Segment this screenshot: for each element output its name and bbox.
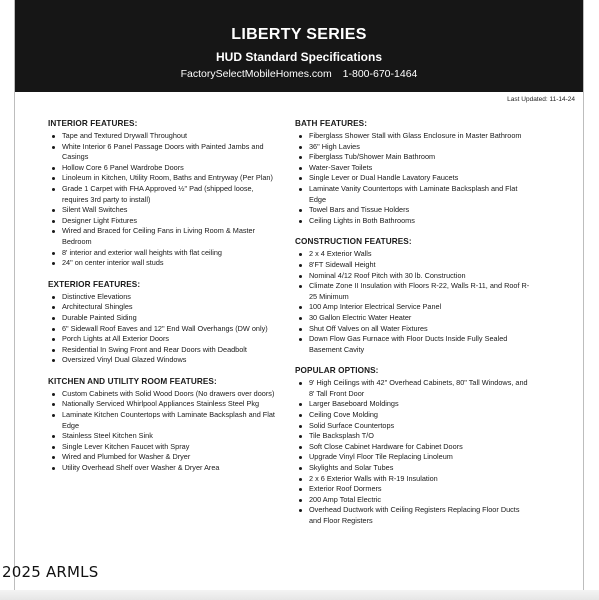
section-heading: CONSTRUCTION FEATURES: <box>295 237 412 247</box>
feature-item: Nominal 4/12 Roof Pitch with 30 lb. Construction <box>295 271 531 282</box>
website-link[interactable]: FactorySelectMobileHomes.com <box>180 68 332 80</box>
feature-item: Fiberglass Tub/Shower Main Bathroom <box>295 152 531 163</box>
feature-item: 24" on center interior wall studs <box>48 258 276 269</box>
feature-item: Durable Painted Siding <box>48 313 276 324</box>
feature-item: Nationally Serviced Whirlpool Appliances Stainless Steel Pkg <box>48 399 276 410</box>
feature-item: 100 Amp Interior Electrical Service Panel <box>295 302 531 313</box>
feature-item: 8' interior and exterior wall heights with flat ceiling <box>48 248 276 259</box>
feature-item: Single Lever Kitchen Faucet with Spray <box>48 442 276 453</box>
feature-item: Ceiling Cove Molding <box>295 410 531 421</box>
feature-item: Larger Baseboard Moldings <box>295 399 531 410</box>
phone-number[interactable]: 1-800-670-1464 <box>342 68 418 80</box>
feature-item: 2 x 4 Exterior Walls <box>295 249 531 260</box>
feature-item: Fiberglass Shower Stall with Glass Enclosure in Master Bathroom <box>295 131 531 142</box>
section-kitchen-and-utility-room-features <box>48 377 276 474</box>
feature-item: Custom Cabinets with Solid Wood Doors (No drawers over doors) <box>48 389 276 400</box>
feature-item: Soft Close Cabinet Hardware for Cabinet Doors <box>295 442 531 453</box>
section-heading: INTERIOR FEATURES: <box>48 119 138 128</box>
page-bottom-edge <box>0 590 599 600</box>
feature-list <box>295 378 531 526</box>
feature-item: Oversized Vinyl Dual Glazed Windows <box>48 355 276 366</box>
feature-item: 6" Sidewall Roof Eaves and 12" End Wall Overhangs (DW only) <box>48 324 276 335</box>
feature-item: Skylights and Solar Tubes <box>295 463 531 474</box>
feature-item: Upgrade Vinyl Floor Tile Replacing Linoleum <box>295 452 531 463</box>
feature-list <box>48 292 276 366</box>
page-title: LIBERTY SERIES <box>231 26 367 43</box>
contact-line <box>15 68 583 80</box>
feature-list <box>295 131 531 226</box>
feature-item: Ceiling Lights in Both Bathrooms <box>295 216 531 227</box>
left-column <box>48 119 276 485</box>
section-construction-features <box>295 237 531 355</box>
section-heading: KITCHEN AND UTILITY ROOM FEATURES: <box>48 376 217 386</box>
feature-item: Porch Lights at All Exterior Doors <box>48 334 276 345</box>
section-interior-features <box>48 119 276 269</box>
feature-item: Stainless Steel Kitchen Sink <box>48 431 276 442</box>
feature-item: Grade 1 Carpet with FHA Approved ½" Pad (shipped loose, requires 3rd party to install) <box>48 184 276 205</box>
feature-item: Water-Saver Toilets <box>295 163 531 174</box>
feature-item: White Interior 6 Panel Passage Doors with Painted Jambs and Casings <box>48 142 276 163</box>
feature-item: Tile Backsplash T/O <box>295 431 531 442</box>
feature-item: Single Lever or Dual Handle Lavatory Faucets <box>295 173 531 184</box>
feature-list <box>48 389 276 474</box>
feature-list <box>48 131 276 269</box>
feature-item: Wired and Plumbed for Washer & Dryer <box>48 452 276 463</box>
feature-item: Hollow Core 6 Panel Wardrobe Doors <box>48 163 276 174</box>
feature-item: 2 x 6 Exterior Walls with R-19 Insulation <box>295 474 531 485</box>
section-heading: BATH FEATURES: <box>295 119 368 128</box>
feature-item: Silent Wall Switches <box>48 205 276 216</box>
feature-item: 9' High Ceilings with 42" Overhead Cabinets, 80" Tall Windows, and 8' Tall Front Door <box>295 378 531 399</box>
feature-item: Exterior Roof Dormers <box>295 484 531 495</box>
feature-item: Architectural Shingles <box>48 302 276 313</box>
feature-item: Down Flow Gas Furnace with Floor Ducts Inside Fully Sealed Basement Cavity <box>295 334 531 355</box>
feature-list <box>295 249 531 355</box>
last-updated-label: Last Updated: 11-14-24 <box>507 96 575 103</box>
feature-item: Overhead Ductwork with Ceiling Registers Replacing Floor Ducts and Floor Registers <box>295 505 531 526</box>
header-banner <box>15 0 583 92</box>
feature-item: Linoleum in Kitchen, Utility Room, Baths and Entryway (Per Plan) <box>48 173 276 184</box>
feature-item: 200 Amp Total Electric <box>295 495 531 506</box>
feature-item: Shut Off Valves on all Water Fixtures <box>295 324 531 335</box>
feature-item: Towel Bars and Tissue Holders <box>295 205 531 216</box>
page-subtitle: HUD Standard Specifications <box>215 50 383 64</box>
section-heading: POPULAR OPTIONS: <box>295 366 379 376</box>
feature-item: Tape and Textured Drywall Throughout <box>48 131 276 142</box>
feature-item: Laminate Kitchen Countertops with Laminate Backsplash and Flat Edge <box>48 410 276 431</box>
watermark: 2025 ARMLS <box>2 563 99 581</box>
section-bath-features <box>295 119 531 226</box>
section-heading: EXTERIOR FEATURES: <box>48 279 141 289</box>
feature-item: Laminate Vanity Countertops with Laminate Backsplash and Flat Edge <box>295 184 531 205</box>
feature-item: 36" High Lavies <box>295 142 531 153</box>
feature-item: 30 Gallon Electric Water Heater <box>295 313 531 324</box>
right-column <box>295 119 531 538</box>
feature-item: Distinctive Elevations <box>48 292 276 303</box>
feature-item: 8'FT Sidewall Height <box>295 260 531 271</box>
feature-item: Designer Light Fixtures <box>48 216 276 227</box>
feature-item: Wired and Braced for Ceiling Fans in Living Room & Master Bedroom <box>48 226 276 247</box>
feature-item: Climate Zone II Insulation with Floors R-22, Walls R-11, and Roof R-25 Minimum <box>295 281 531 302</box>
feature-item: Utility Overhead Shelf over Washer & Dryer Area <box>48 463 276 474</box>
section-exterior-features <box>48 280 276 366</box>
section-popular-options <box>295 366 531 526</box>
feature-item: Residential In Swing Front and Rear Doors with Deadbolt <box>48 345 276 356</box>
feature-item: Solid Surface Countertops <box>295 421 531 432</box>
